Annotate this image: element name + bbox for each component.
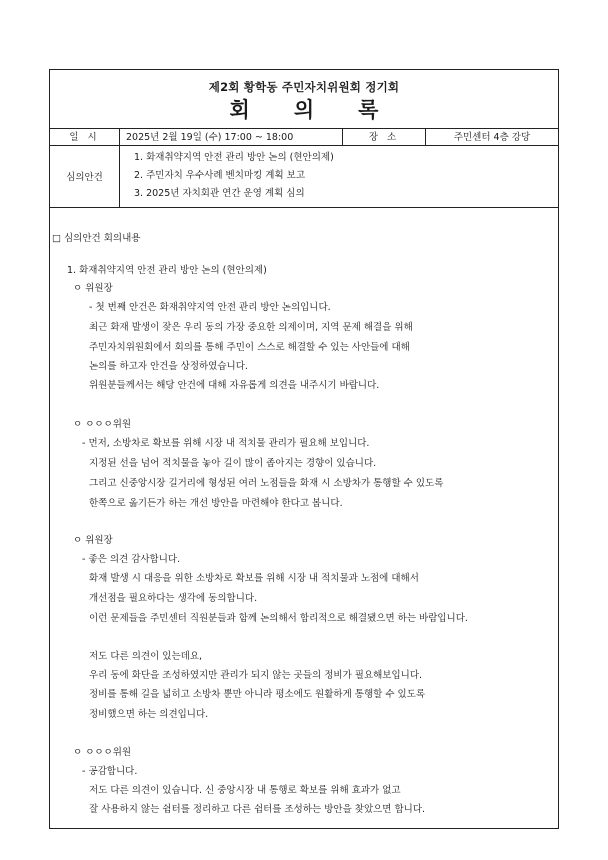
- minutes-page: [49, 69, 559, 829]
- date-label: 일 시: [50, 128, 120, 145]
- speech-line: 정비를 통해 길을 넓히고 소방차 뿐만 아니라 평소에도 원활하게 통행할 수 있도록: [89, 689, 426, 700]
- document-title-char: 의: [293, 98, 315, 122]
- agenda-item: 3. 2025년 자치회관 연간 운영 계획 심의: [134, 188, 305, 199]
- speech-line: 한쪽으로 옮기든가 하는 개선 방안을 마련해야 한다고 봅니다.: [89, 498, 343, 509]
- speech-line: - 좋은 의견 감사합니다.: [82, 554, 181, 565]
- place-label: 장 소: [343, 128, 426, 145]
- speaker-name: ㅇ 위원장: [73, 283, 113, 294]
- speech-line: 정비했으면 하는 의견입니다.: [89, 709, 209, 720]
- speech-line: 최근 화재 발생이 잦은 우리 동의 가장 중요한 의제이며, 지역 문제 해결을 위해: [89, 322, 413, 333]
- speech-line: 우리 동에 화단을 조성하였지만 관리가 되지 않는 곳들의 정비가 필요해보입니다.: [89, 670, 423, 681]
- speech-line: 그리고 신중앙시장 길거리에 형성된 여러 노점들을 화재 시 소방차가 통행할 수 있도록: [89, 478, 444, 489]
- agenda-label: 심의안건: [50, 145, 120, 207]
- speech-line: 위원분들께서는 해당 안건에 대해 자유롭게 의견을 내주시기 바랍니다.: [89, 380, 380, 391]
- date-value: 2025년 2월 19일 (수) 17:00 ~ 18:00: [120, 128, 343, 145]
- speaker-name: ㅇ ㅇㅇㅇ위원: [73, 419, 132, 430]
- title-box: [50, 70, 558, 129]
- agenda-item: 1. 화재취약지역 안전 관리 방안 논의 (현안의제): [134, 152, 334, 163]
- place-value: 주민센터 4층 강당: [426, 128, 559, 145]
- document-title-char: 회: [229, 98, 250, 122]
- speech-line: - 먼저, 소방차로 확보를 위해 시장 내 적치물 관리가 필요해 보입니다.: [82, 438, 370, 449]
- meeting-title: 제2회 황학동 주민자치위원회 정기회: [208, 80, 400, 94]
- agenda-item-heading: 1. 화재취약지역 안전 관리 방안 논의 (현안의제): [67, 265, 267, 276]
- speaker-name: ㅇ 위원장: [73, 535, 113, 546]
- speech-line: 잘 사용하지 않는 쉼터를 정리하고 다른 쉼터를 조성하는 방안을 찾았으면 합니다.: [89, 804, 426, 815]
- speech-line: 지정된 선을 넘어 적치물을 놓아 길이 많이 좁아지는 경향이 있습니다.: [89, 458, 377, 469]
- document-title-char: 록: [358, 98, 379, 122]
- speech-line: 개선점을 필요하다는 생각에 동의합니다.: [89, 593, 258, 604]
- speech-line: 주민자치위원회에서 회의를 통해 주민이 스스로 해결할 수 있는 사안들에 대해: [89, 342, 410, 353]
- speech-line: 화재 발생 시 대응을 위한 소방차로 확보를 위해 시장 내 적치물과 노점에 대해서: [89, 573, 419, 584]
- section-heading: □ 심의안건 회의내용: [52, 233, 141, 244]
- meeting-info-table: [50, 128, 558, 208]
- speech-line: 논의를 하고자 안건을 상정하였습니다.: [89, 361, 248, 372]
- speech-line: - 첫 번째 안건은 화재취약지역 안전 관리 방안 논의입니다.: [89, 302, 331, 313]
- agenda-item: 2. 주민자치 우수사례 벤치마킹 계획 보고: [134, 170, 305, 181]
- speech-line: - 공감합니다.: [82, 766, 138, 777]
- agenda-list: [120, 145, 559, 207]
- document-title: [50, 94, 558, 124]
- speech-line: 저도 다른 의견이 있는데요,: [89, 651, 203, 662]
- speech-line: 저도 다른 의견이 있습니다. 신 중앙시장 내 통행로 확보를 위해 효과가 없고: [89, 785, 401, 796]
- speech-line: 이런 문제들을 주민센터 직원분들과 함께 논의해서 합리적으로 해결됐으면 하는 바람입니다.: [89, 613, 468, 624]
- speaker-name: ㅇ ㅇㅇㅇ위원: [73, 747, 132, 758]
